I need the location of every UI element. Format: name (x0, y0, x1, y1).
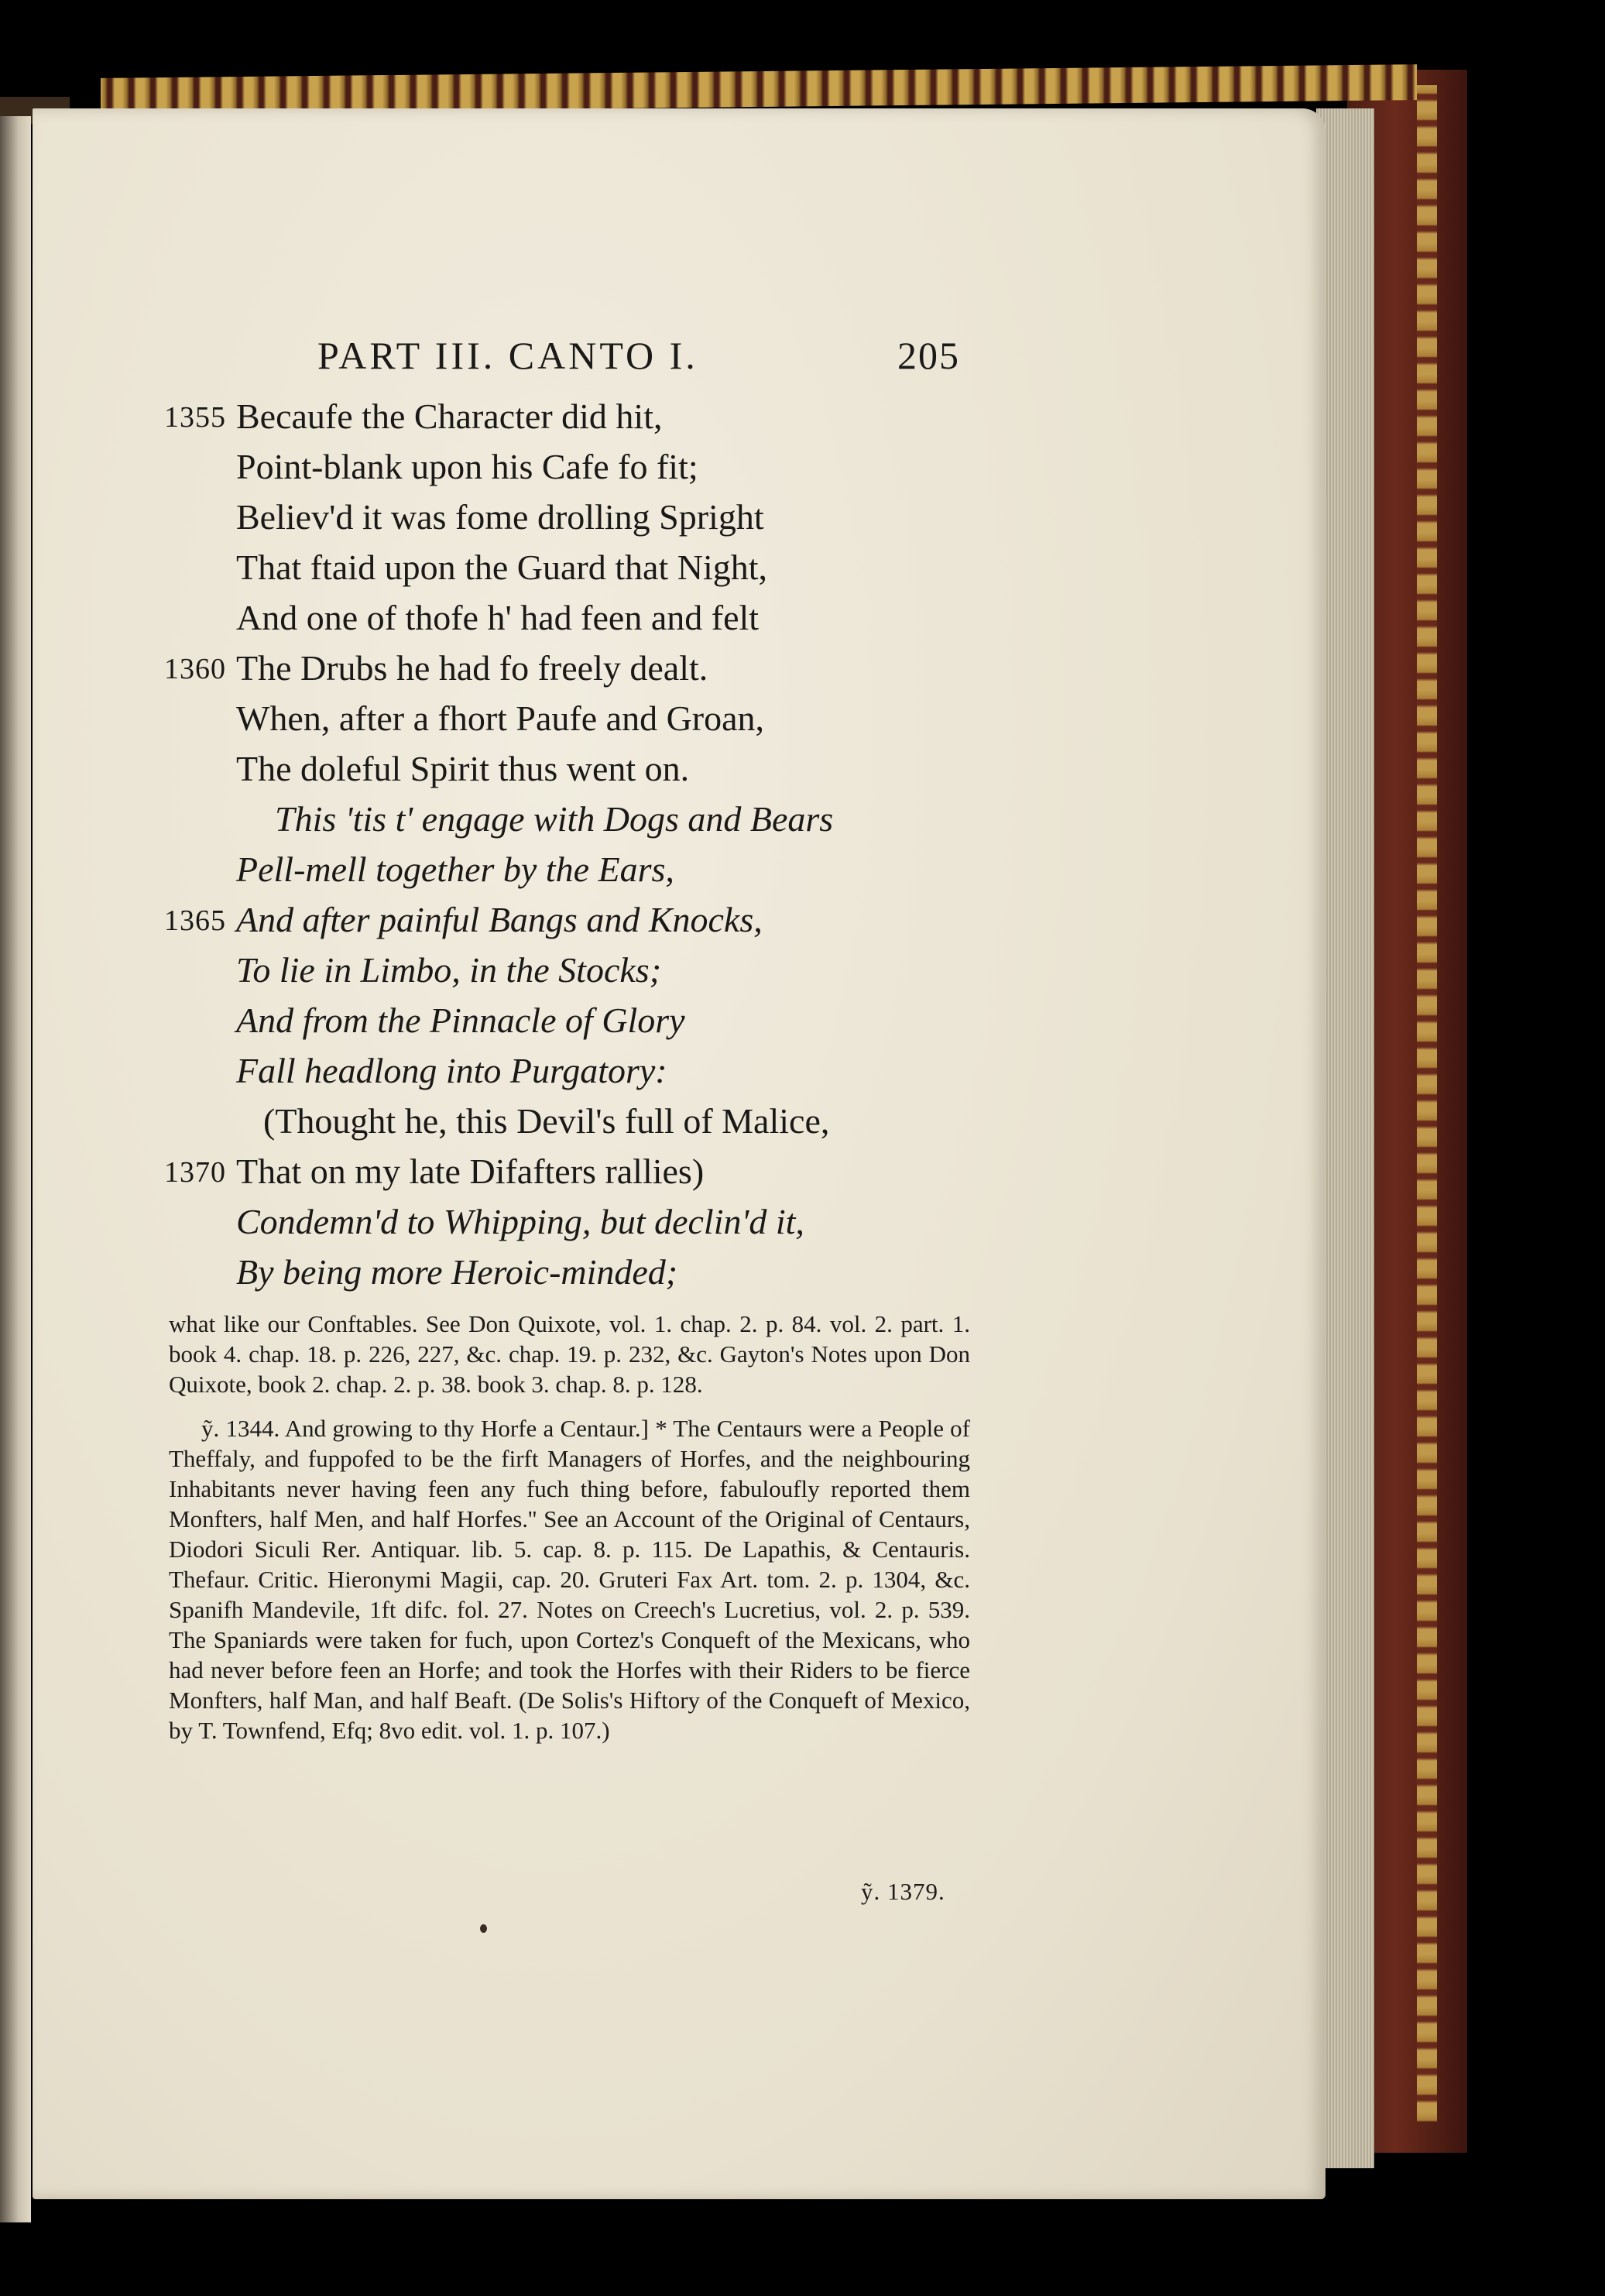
footnote-paragraph: what like our Conftables. See Don Quixote, vol. 1. chap. 2. p. 84. vol. 2. part. 1. book 4. chap. 18. p. 226, 227, &c. chap. 19. p. 232, &c. Gayton's Notes upon Don Quixote, book 2. chap. 2. p. 38. book 3. chap. 8. p. 128. (169, 1310, 970, 1398)
verse-line (155, 1196, 1007, 1247)
gilt-tooling-top (101, 64, 1417, 114)
verse-text: Fall headlong into Purgatory: (236, 1051, 667, 1090)
verse-text: Point-blank upon his Cafe fo fit; (236, 447, 698, 486)
verse-line (155, 1146, 1007, 1196)
verse-line (155, 945, 1007, 995)
verse-line (155, 743, 1007, 794)
footnotes (169, 1309, 970, 1759)
running-head: PART III. CANTO I. (317, 334, 698, 377)
verse-text: That on my late Difafters rallies) (236, 1151, 705, 1191)
verse-text: Condemn'd to Whipping, but declin'd it, (236, 1202, 804, 1241)
verse-text: Pell-mell together by the Ears, (236, 849, 674, 889)
left-page-edge (0, 116, 31, 2222)
verse-text: Believ'd it was fome drolling Spright (236, 497, 764, 537)
verse-line (155, 492, 1007, 542)
ink-spot (480, 1924, 487, 1933)
verse-block (155, 391, 1007, 1297)
line-number: 1360 (164, 653, 226, 685)
verse-text: This 'tis t' engage with Dogs and Bears (275, 799, 834, 839)
verse-text: The doleful Spirit thus went on. (236, 749, 690, 788)
verse-text: Becaufe the Character did hit, (236, 396, 663, 436)
gilt-tooling-spine (1417, 85, 1437, 2122)
page-number: 205 (897, 334, 960, 377)
verse-line (155, 643, 1007, 693)
verse-text: When, after a fhort Paufe and Groan, (236, 698, 765, 738)
footnote-paragraph: ỹ. 1344. And growing to thy Horfe a Centaur.] * The Centaurs were a People of Theffaly, and fuppofed to be the firft Managers of Horfes, and the neighbouring Inhabitants never having feen any fuch thing before, fabuloufly reported them Monfters, half Men, and half Horfes.'' See an Account of the Original of Centaurs, Diodori Siculi Rer. Antiquar. lib. 5. cap. 8. p. 115. De Lapathis, & Centauris. Thefaur. Critic. Hieronymi Magii, cap. 20. Gruteri Fax Art. tom. 2. p. 1304, &c. Spanifh Mandevile, 1ft difc. fol. 27. Notes on Creech's Lucretius, vol. 2. p. 539. The Spaniards were taken for fuch, upon Cortez's Conqueft of the Mexicans, who had never before feen an Horfe; and took the Horfes with their Riders to be fierce Monfters, half Man, and half Beaft. (De Solis's Hiftory of the Conqueft of Mexico, by T. Townfend, Efq; 8vo edit. vol. 1. p. 107.) (169, 1415, 970, 1744)
verse-line (155, 693, 1007, 743)
verse-line (155, 794, 1007, 844)
verse-line (155, 1045, 1007, 1096)
verse-text: The Drubs he had fo freely dealt. (236, 648, 708, 688)
verse-line (155, 542, 1007, 592)
line-number: 1355 (164, 401, 226, 434)
verse-line (155, 391, 1007, 441)
catchword: ỹ. 1379. (861, 1878, 945, 1905)
verse-line (155, 1096, 1007, 1146)
verse-text: And one of thofe h' had feen and felt (236, 598, 760, 637)
verse-line (155, 592, 1007, 643)
verse-line (155, 894, 1007, 945)
line-number: 1370 (164, 1156, 226, 1189)
verse-text: And after painful Bangs and Knocks, (236, 900, 763, 939)
page-header (317, 333, 960, 379)
verse-text: To lie in Limbo, in the Stocks; (236, 950, 662, 990)
verse-text: (Thought he, this Devil's full of Malice, (263, 1101, 830, 1141)
verse-text: By being more Heroic-minded; (236, 1252, 678, 1292)
verse-line (155, 1247, 1007, 1297)
verse-line (155, 441, 1007, 492)
line-number: 1365 (164, 904, 226, 937)
verse-line (155, 995, 1007, 1045)
verse-text: And from the Pinnacle of Glory (236, 1000, 685, 1040)
verse-text: That ftaid upon the Guard that Night, (236, 547, 768, 587)
verse-line (155, 844, 1007, 894)
